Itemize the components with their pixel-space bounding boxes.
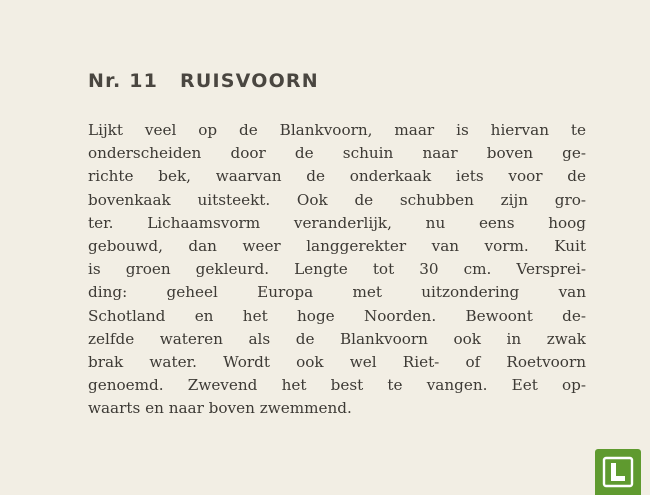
description-line: Schotland en het hoge Noorden. Bewoont de- bbox=[88, 306, 586, 325]
description-line: onderscheiden door de schuin naar boven ge- bbox=[88, 144, 586, 163]
description-line: bovenkaak uitsteekt. Ook de schubben zijn gro- bbox=[88, 190, 586, 209]
species-name: RUISVOORN bbox=[180, 70, 319, 92]
description-line: richte bek, waarvan de onderkaak iets voor de bbox=[88, 167, 586, 186]
card-number: Nr. 11 bbox=[88, 70, 159, 92]
description-text bbox=[88, 119, 586, 420]
description-line: Lijkt veel op de Blankvoorn, maar is hiervan te bbox=[88, 121, 586, 139]
description-line: zelfde wateren als de Blankvoorn ook in zwak bbox=[88, 329, 586, 348]
description-line: gebouwd, dan weer langgerekter van vorm. Kuit bbox=[88, 236, 586, 255]
description-line: waarts en naar boven zwemmend. bbox=[88, 399, 352, 418]
description-line: ding: geheel Europa met uitzondering van bbox=[88, 283, 586, 302]
description-line: is groen gekleurd. Lengte tot 30 cm. Versprei- bbox=[88, 260, 586, 279]
description-line: genoemd. Zwevend het best te vangen. Eet op- bbox=[88, 376, 586, 395]
card-title bbox=[88, 70, 319, 92]
lastdodo-logo-icon bbox=[595, 449, 641, 495]
description-line: brak water. Wordt ook wel Riet- of Roetvoorn bbox=[88, 352, 586, 371]
description-line: ter. Lichaamsvorm veranderlijk, nu eens hoog bbox=[88, 213, 586, 232]
